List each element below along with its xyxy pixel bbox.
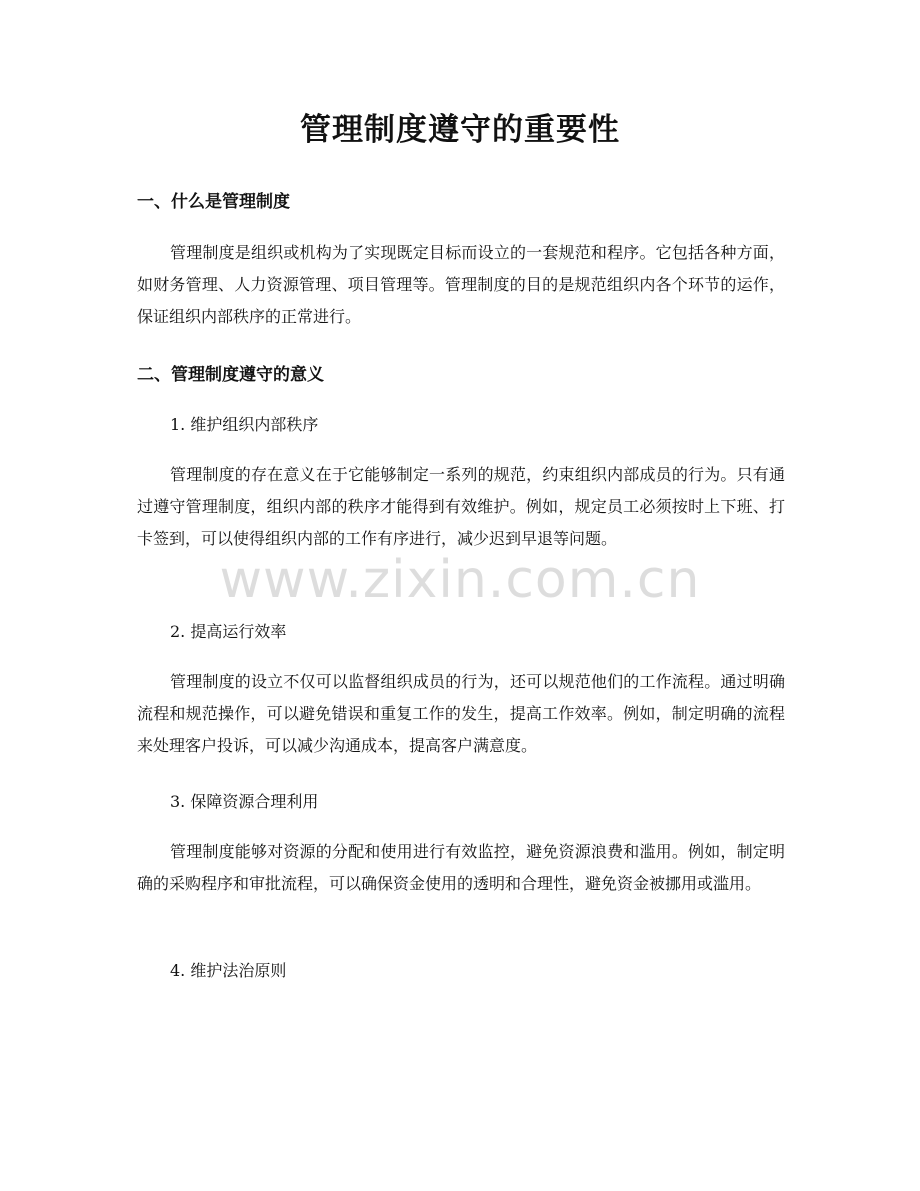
- section-1-paragraph: 管理制度是组织或机构为了实现既定目标而设立的一套规范和程序。它包括各种方面，如财务管理、人力资源管理、项目管理等。管理制度的目的是规范组织内各个环节的运作，保证组织内部秩序的正常进行。: [137, 243, 785, 326]
- item-paragraph-3: 管理制度能够对资源的分配和使用进行有效监控，避免资源浪费和滥用。例如，制定明确的采购程序和审批流程，可以确保资金使用的透明和合理性，避免资金被挪用或滥用。: [137, 842, 785, 893]
- item-title-2: 2. 提高运行效率: [170, 622, 287, 641]
- item-title-3: 3. 保障资源合理利用: [170, 792, 319, 811]
- item-paragraph-2: 管理制度的设立不仅可以监督组织成员的行为，还可以规范他们的工作流程。通过明确流程和规范操作，可以避免错误和重复工作的发生，提高工作效率。例如，制定明确的流程来处理客户投诉，可以减少沟通成本，提高客户满意度。: [137, 672, 785, 755]
- item-paragraph-1: 管理制度的存在意义在于它能够制定一系列的规范，约束组织内部成员的行为。只有通过遵守管理制度，组织内部的秩序才能得到有效维护。例如，规定员工必须按时上下班、打卡签到，可以使得组织内部的工作有序进行，减少迟到早退等问题。: [137, 465, 785, 548]
- watermark: www.zixin.com.cn: [219, 550, 701, 610]
- section-heading-1: 一、什么是管理制度: [137, 192, 290, 212]
- section-heading-2: 二、管理制度遵守的意义: [137, 365, 324, 385]
- item-title-4: 4. 维护法治原则: [170, 961, 287, 980]
- item-title-1: 1. 维护组织内部秩序: [170, 415, 319, 434]
- page-title: 管理制度遵守的重要性: [300, 112, 620, 148]
